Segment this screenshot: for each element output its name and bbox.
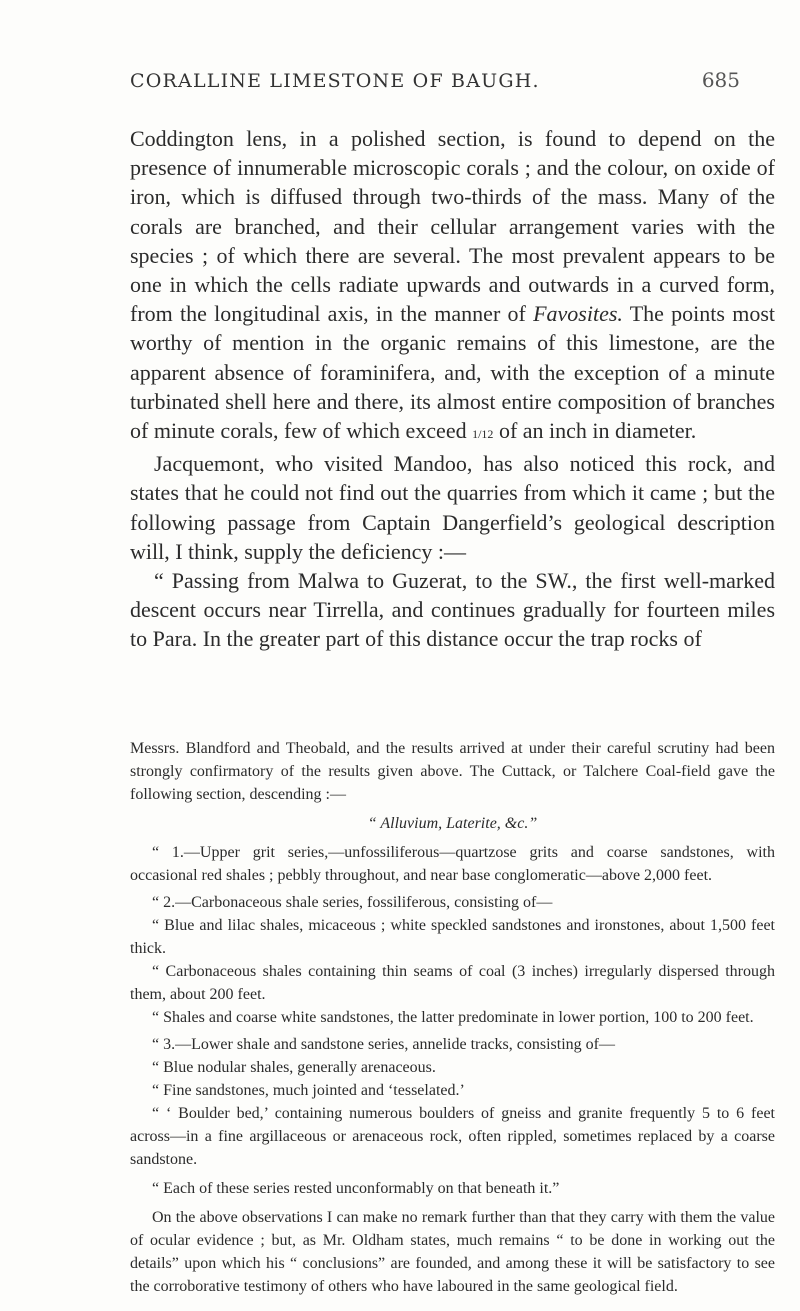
upper-text-block <box>130 124 775 654</box>
series-3-lower-shale: “ 3.—Lower shale and sandstone series, annelide tracks, consisting of— <box>152 1036 615 1053</box>
running-head <box>130 70 740 104</box>
series-3-fine-sandstones: “ Fine sandstones, much jointed and ‘tesselated.’ <box>152 1082 465 1099</box>
series-2-coal-seams: “ Carbonaceous shales containing thin seams of coal (3 inches) irregularly dispersed through them, about 200 feet. <box>130 963 775 1003</box>
paragraph-jacquemont: Jacquemont, who visited Mandoo, has also noticed this rock, and states that he could not find out the quarries from which it came ; but the following passage from Captain Dangerfield’s geological description will, I think, supply the deficiency :— <box>130 451 775 564</box>
series-2-blue-lilac-shales: “ Blue and lilac shales, micaceous ; white speckled sandstones and ironstones, about 1,500 feet thick. <box>130 917 775 957</box>
paragraph-closing-remarks: On the above observations I can make no remark further than that they carry with them the value of ocular evidence ; but, as Mr. Oldham states, much remains “ to be done in working out the details” upon which his “ conclusions” are founded, and among these it will be satisfactory to see the corroborative testimony of others who have laboured in the same geological field. <box>130 1209 775 1295</box>
series-unconformity-note: “ Each of these series rested unconformably on that beneath it.” <box>152 1180 560 1197</box>
coral-text-part-1: Coddington lens, in a polished section, is found to depend on the presence of innumerable microscopic corals ; and the colour, on oxide of iron, which is diffused through two-thirds of the mass. Many of the corals are branched, and their cellular arrangement varies with the species ; of which there are several. The most prevalent appears to be one in which the cells radiate upwards and outwards in a curved form, from the longitudinal axis, in the manner of <box>130 126 775 327</box>
series-2-carbonaceous: “ 2.—Carbonaceous shale series, fossiliferous, consisting of— <box>152 894 553 911</box>
series-1-upper-grit: “ 1.—Upper grit series,—unfossiliferous—quartzose grits and coarse sandstones, with occasional red shales ; pebbly throughout, and near base conglomeratic—above 2,000 feet. <box>130 844 775 884</box>
series-2-white-sandstones: “ Shales and coarse white sandstones, the latter predominate in lower portion, 100 to 200 feet. <box>152 1009 754 1026</box>
series-3-boulder-bed: “ ‘ Boulder bed,’ containing numerous boulders of gneiss and granite frequently 5 to 6 feet across—in a fine argillaceous or arenaceous rock, often rippled, sometimes replaced by a coarse sandstone. <box>130 1105 775 1168</box>
alluvium-heading-text: “ Alluvium, Laterite, &c.” <box>367 815 538 832</box>
running-title: CORALLINE LIMESTONE OF BAUGH. <box>130 70 540 92</box>
favosites-italic: Favosites. <box>533 301 623 327</box>
coral-text-part-3: of an inch in diameter. <box>493 418 697 444</box>
section-heading-alluvium <box>130 812 775 835</box>
lower-text-block <box>130 737 775 1298</box>
coral-text-part-2: The points most worthy of mention in the organic remains of this limestone, are the apparent absence of foraminifera, and, with the exception of a minute turbinated shell here and there, its almost entire composition of branches of minute corals, few of which exceed <box>130 301 775 444</box>
series-3-nodular-shales: “ Blue nodular shales, generally arenaceous. <box>152 1059 436 1076</box>
paragraph-dangerfield-quote: “ Passing from Malwa to Guzerat, to the SW., the first well-marked descent occurs near Tirrella, and continues gradually for fourteen miles to Para. In the greater part of this distance occur the trap rocks of <box>130 568 775 652</box>
paragraph-blandford-theobald: Messrs. Blandford and Theobald, and the results arrived at under their careful scrutiny had been strongly confirmatory of the results given above. The Cuttack, or Talchere Coal-field gave the following section, descending :— <box>130 740 775 803</box>
page-number: 685 <box>701 68 740 92</box>
paragraph-coral-description <box>130 124 775 449</box>
fraction-one-twelfth: 1/12 <box>472 427 494 442</box>
